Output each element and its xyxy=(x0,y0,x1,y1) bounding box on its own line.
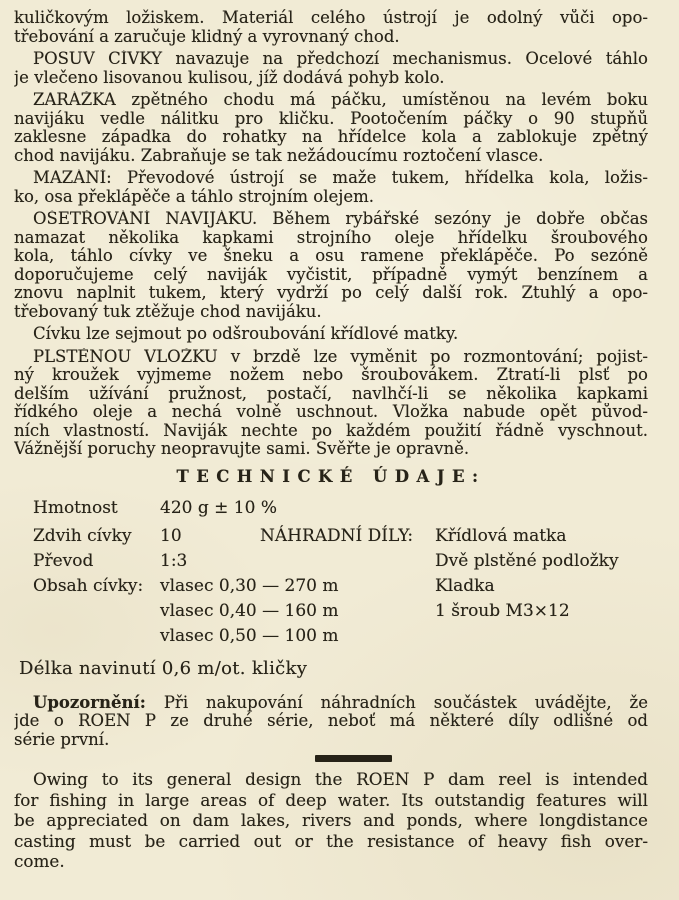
text-line: Owing to its general design the ROEN P dam reel is intended xyxy=(33,769,648,789)
text-line: be appreciated on dam lakes, rivers and ponds, where longdistance xyxy=(14,810,648,830)
paragraph-posuv-civky xyxy=(14,50,648,87)
text-line xyxy=(14,694,648,713)
paragraph-mazani xyxy=(14,169,648,206)
spec-value: 420 g ± 10 % xyxy=(160,497,277,518)
spec-value: 1:3 xyxy=(160,550,188,571)
english-summary-paragraph xyxy=(14,769,648,872)
table-row xyxy=(14,624,648,649)
section-divider xyxy=(315,755,392,762)
section-heading-technicke-udaje: TECHNICKÉ ÚDAJE: xyxy=(176,466,486,486)
spec-value: 10 xyxy=(160,525,182,546)
spec-value: vlasec 0,40 — 160 m xyxy=(160,600,339,621)
text-line: OŠETŘOVÁNÍ NAVIJÁKU. Během rybářské sezóny je dobře občas xyxy=(33,210,648,228)
paragraph-plstena-vlozka xyxy=(14,348,648,459)
spares-item: Kladka xyxy=(435,575,495,596)
text-line: casting must be carried out or the resistance of heavy fish over- xyxy=(14,830,648,851)
notice-text: Při nakupování náhradních součástek uvádějte, že xyxy=(145,693,648,712)
notice-paragraph xyxy=(14,694,648,750)
text-line: MAZÁNÍ: Převodové ústrojí se maže tukem, hřídelka kola, ložis- xyxy=(33,169,648,187)
table-row xyxy=(14,496,648,524)
text-line: chod navijáku. Zabraňuje se tak nežádoucímu roztočení vlasce. xyxy=(14,146,544,165)
text-line: kola, táhlo cívky ve šneku a osu ramene překlápěče. Po sezóně xyxy=(14,247,648,265)
text-line: ních vlastností. Naviják nechte po každém použití řádně vyschnout. xyxy=(14,421,648,440)
spares-heading: NÁHRADNÍ DÍLY: xyxy=(260,525,414,546)
spares-item: Dvě plstěné podložky xyxy=(435,550,619,571)
text-line: řídkého oleje a nechá volně uschnout. Vložka nabude opět původ- xyxy=(14,403,648,421)
paragraph-civka-sejmuti xyxy=(14,325,648,344)
text-line: Vážnější poruchy neopravujte sami. Svěřte je opravně. xyxy=(14,440,470,458)
spec-label: Zdvih cívky xyxy=(33,525,132,546)
table-row xyxy=(14,549,648,574)
text-line: zaklesne západka do rohatky na hřídelce kola a zablokuje zpětný xyxy=(14,128,648,146)
text-line: doporučujeme celý naviják vyčistit, případně vymýt benzínem a xyxy=(14,265,648,284)
table-row xyxy=(14,574,648,599)
paragraph-zarazka xyxy=(14,91,648,165)
text-line: znovu naplnit tukem, který vydrží po celý další rok. Ztuhlý a opo- xyxy=(14,284,648,302)
text-line: série první. xyxy=(14,730,110,749)
text-line: ko, osa překlápěče a táhlo strojním olejem. xyxy=(14,187,375,206)
spec-label: Hmotnost xyxy=(33,497,118,518)
text-line: jde o ROEN P ze druhé série, neboť má některé díly odlišné od xyxy=(14,712,648,730)
text-line: come. xyxy=(14,851,65,871)
spec-label: Obsah cívky: xyxy=(33,575,144,596)
text-line: namazat několika kapkami strojního oleje hřídelku šroubového xyxy=(14,228,648,247)
text-line: třebovaný tuk ztěžuje chod navijáku. xyxy=(14,302,322,321)
text-line: for fishing in large areas of deep water. Its outstandig features will xyxy=(14,789,648,810)
spec-value: vlasec 0,30 — 270 m xyxy=(160,575,339,596)
spec-value: vlasec 0,50 — 100 m xyxy=(160,625,339,646)
text-line: třebování a zaručuje klidný a vyrovnaný chod. xyxy=(14,27,400,46)
spec-label: Převod xyxy=(33,550,94,571)
text-line: ZARÁŽKA zpětného chodu má páčku, umístěnou na levém boku xyxy=(33,91,648,109)
winding-length-line: Délka navinutí 0,6 m/ot. kličky xyxy=(19,657,308,679)
table-row xyxy=(14,599,648,624)
text-line: Cívku lze sejmout po odšroubování křídlové matky. xyxy=(33,325,459,343)
spares-item: Křídlová matka xyxy=(435,525,567,546)
text-line: je vlečeno lisovanou kulisou, jíž dodává pohyb kolo. xyxy=(14,68,445,87)
notice-label: Upozornění: xyxy=(33,693,146,712)
spares-item: 1 šroub M3×12 xyxy=(435,600,570,621)
text-line: PLSTĚNOU VLOŽKU v brzdě lze vyměnit po rozmontování; pojist- xyxy=(33,347,648,366)
text-line: POSUV CÍVKY navazuje na předchozí mechanismus. Ocelové táhlo xyxy=(33,50,648,68)
table-row xyxy=(14,524,648,549)
text-line: ný kroužek vyjmeme nožem nebo šroubovákem. Ztratí-li plsť po xyxy=(14,366,648,384)
paragraph-continuation xyxy=(14,9,648,46)
text-line: kuličkovým ložiskem. Materiál celého ústrojí je odolný vůči opo- xyxy=(14,9,648,27)
technical-data-table xyxy=(14,496,648,649)
paragraph-osetrovani-navijaku xyxy=(14,210,648,321)
text-line: delším užívání pružnost, postačí, navlhčí-li se několika kapkami xyxy=(14,384,648,403)
text-line: navijáku vedle nálitku pro kličku. Pootočením páčky o 90 stupňů xyxy=(14,109,648,128)
